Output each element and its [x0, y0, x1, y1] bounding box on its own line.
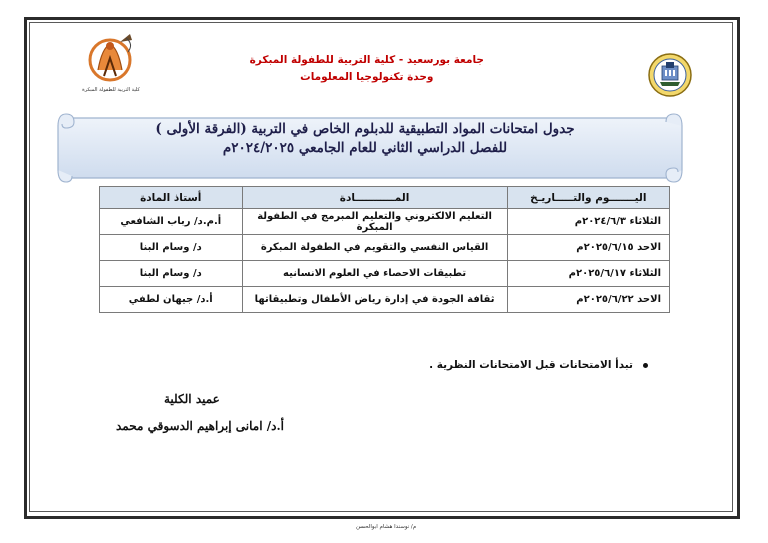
university-line: جامعة بورسعيد - كلية التربية للطفولة المبكرة: [249, 54, 484, 66]
header-date: اليـــــــوم والتـــــاريـخ: [507, 187, 669, 209]
header-text: [250, 52, 484, 86]
cell-date: الاحد ٢٠٢٥/٦/١٥م: [507, 235, 669, 261]
cell-date: الاحد ٢٠٢٥/٦/٢٢م: [507, 287, 669, 313]
document-title: [60, 120, 670, 158]
table-row: [100, 287, 670, 313]
university-crest: [647, 52, 693, 98]
cell-subject: ثقافة الجودة في إدارة رياض الأطفال وتطبيقاتها: [242, 287, 507, 313]
title-line-2: للفصل الدراسي الثاني للعام الجامعي ٢٠٢٤/٢٠٢٥م: [222, 140, 508, 156]
exam-note: [429, 359, 648, 371]
unit-line: وحدة تكنولوجيا المعلومات: [300, 71, 434, 83]
cell-subject: التعليم الالكتروني والتعليم المبرمج في الطفولة المبكرة: [242, 209, 507, 235]
cell-date: الثلاثاء ٢٠٢٥/٦/١٧م: [507, 261, 669, 287]
cell-teacher: د/ وسام البنا: [100, 235, 243, 261]
faculty-logo: [80, 30, 140, 94]
exam-schedule-table: [99, 186, 670, 313]
footer-credit: م/ نوسندا هشام ابوالحسن: [356, 524, 417, 530]
cell-teacher: د/ وسام البنا: [100, 261, 243, 287]
header-teacher: أستاذ المادة: [100, 187, 243, 209]
table-row: [100, 261, 670, 287]
title-line-1: جدول امتحانات المواد التطبيقية للدبلوم الخاص في التربية (الفرقة الأولى ): [155, 121, 575, 137]
note-text: تبدأ الامتحانات قبل الامتحانات النظرية .: [429, 359, 633, 371]
bullet-icon: [643, 363, 648, 368]
dean-name: أ.د/ امانى إبراهيم الدسوقي محمد: [116, 419, 284, 433]
table-row: [100, 235, 670, 261]
cell-teacher: أ.د/ جيهان لطفي: [100, 287, 243, 313]
table-header-row: [100, 187, 670, 209]
faculty-logo-caption: كلية التربية للطفولة المبكرة: [82, 87, 140, 93]
cell-date: الثلاثاء ٢٠٢٤/٦/٣م: [507, 209, 669, 235]
dean-title: عميد الكلية: [164, 392, 220, 406]
cell-subject: تطبيقات الاحصاء في العلوم الانسانيه: [242, 261, 507, 287]
cell-subject: القياس النفسي والتقويم في الطفولة المبكرة: [242, 235, 507, 261]
table-row: [100, 209, 670, 235]
cell-teacher: أ.م.د/ رباب الشافعي: [100, 209, 243, 235]
header-subject: المـــــــــــادة: [242, 187, 507, 209]
